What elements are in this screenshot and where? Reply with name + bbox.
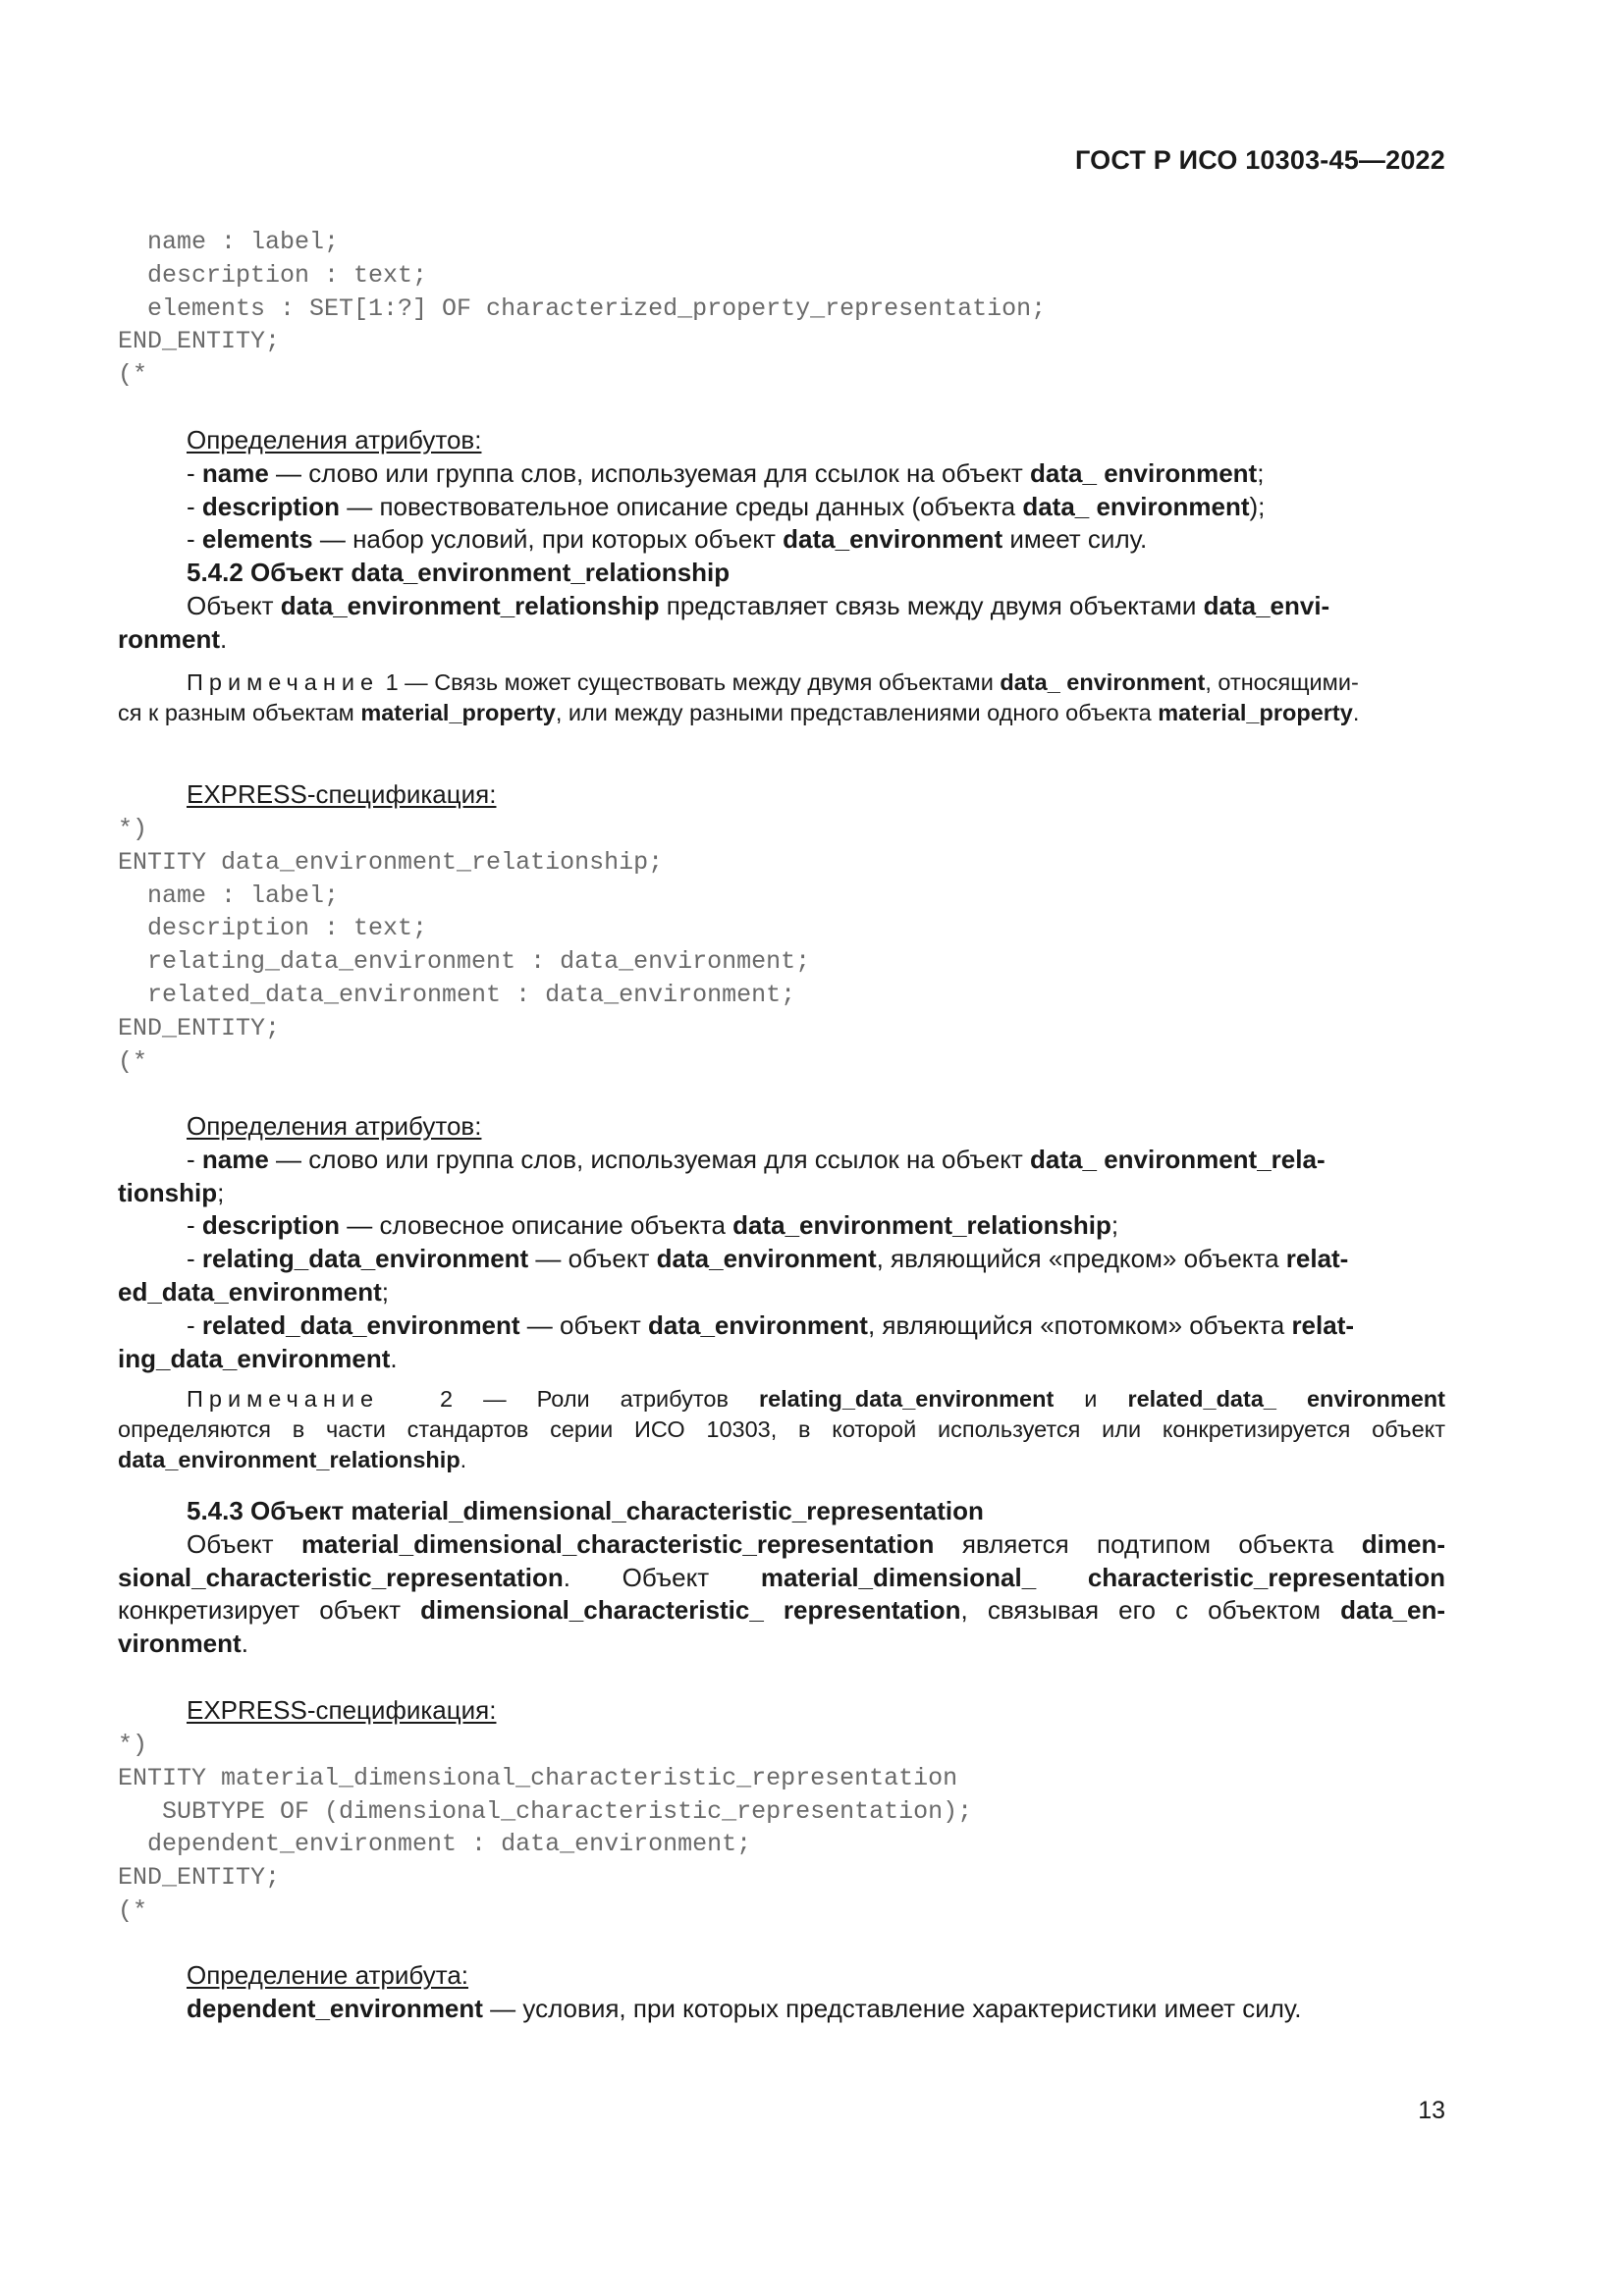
document-header: ГОСТ Р ИСО 10303-45—2022: [1075, 145, 1445, 175]
code-line: description : text;: [118, 914, 428, 943]
note-2: Примечание 2 — Роли атрибутов relating_data_environment и related_data_ environment определяются в части стандартов серии ИСО 10303, в которой используется или конкретизируется объект data_environment_relationship.: [118, 1386, 1445, 1472]
attr-related-def: - related_data_environment — объект data_environment, являющийся «потомком» объекта relat-: [187, 1309, 1355, 1340]
section-543: 5.4.3 Объект material_dimensional_characteristic_representation Объект material_dimensional_characteristic_representation является подтипом объекта dimen- sional_characteristic_representation. Объект material_dimensional_ characteristic_representation конкретизирует объект dimensional_characteristic_ representation, связывая его с объектом data_en- vironment.: [118, 1496, 1445, 1659]
attr-description-def: - description — словесное описание объекта data_environment_relationship;: [187, 1210, 1119, 1241]
code-line: *): [118, 815, 148, 843]
express-code-block-2: [118, 813, 1445, 1078]
code-line: (*: [118, 1046, 148, 1076]
attr-name-def: - name — слово или группа слов, используемая для ссылок на объект data_ environment;: [187, 457, 1265, 488]
page-number: 13: [1418, 2097, 1445, 2124]
section-heading-543: 5.4.3 Объект material_dimensional_characteristic_representation: [187, 1496, 984, 1525]
code-line: elements : SET[1:?] OF characterized_property_representation;: [118, 294, 1047, 323]
attribute-definitions-2: Определения атрибутов: - name — слово или группа слов, используемая для ссылок на объект data_ environment_rela- tionship; - description — словесное описание объекта data_environment_relationship; - relating_data_environment — объект data_environment, являющийся «предком» объекта relat- ed_data_environment; - related_data_environment — объект data_environment, являющийся «потомком» объекта relat- ing_data_environment.: [118, 1110, 1445, 1375]
attr-definition-title: Определение атрибута:: [187, 1960, 469, 1990]
attr-definitions-title: Определения атрибутов:: [187, 1111, 482, 1141]
code-line: description : text;: [118, 260, 428, 290]
section-542-paragraph: Объект data_environment_relationship представляет связь между двумя объектами data_envi-: [187, 590, 1330, 620]
attr-description-def: - description — повествовательное описание среды данных (объекта data_ environment);: [187, 491, 1266, 521]
code-line: *): [118, 1731, 148, 1759]
code-line: END_ENTITY;: [118, 327, 281, 356]
attribute-definitions-1: [118, 424, 1445, 657]
express-spec-title-1: EXPRESS-спецификация:: [187, 779, 497, 809]
code-line: name : label;: [118, 228, 340, 256]
code-line: relating_data_environment : data_environment;: [118, 947, 811, 977]
code-line: END_ENTITY;: [118, 1863, 281, 1893]
code-line: END_ENTITY;: [118, 1013, 281, 1042]
code-line: related_data_environment : data_environment;: [118, 980, 796, 1009]
express-spec-title-2: EXPRESS-спецификация:: [187, 1695, 497, 1725]
code-line: (*: [118, 360, 148, 390]
express-code-block-1: [118, 226, 1445, 392]
attr-relating-def: - relating_data_environment — объект data_environment, являющийся «предком» объекта relat-: [187, 1244, 1349, 1274]
section-heading-542: 5.4.2 Объект data_environment_relationship: [187, 558, 731, 588]
attr-definitions-title: Определения атрибутов:: [187, 425, 482, 454]
express-code-block-3: [118, 1729, 1445, 1928]
code-line: ENTITY material_dimensional_characteristic_representation: [118, 1763, 958, 1792]
code-line: SUBTYPE OF (dimensional_characteristic_representation);: [118, 1796, 973, 1826]
attr-dependent-environment-def: dependent_environment — условия, при которых представление характеристики имеет силу.: [187, 1993, 1302, 2023]
attribute-definition-3: [118, 1959, 1445, 2026]
code-line: dependent_environment : data_environment;: [118, 1830, 752, 1859]
note-1: Примечание 1 — Связь может существовать между двумя объектами data_ environment, относящими- ся к разным объектам material_property, или между разными представлениями одного объекта material_property.: [118, 669, 1360, 725]
code-line: ENTITY data_environment_relationship;: [118, 847, 664, 877]
code-line: (*: [118, 1896, 148, 1925]
attr-name-def: - name — слово или группа слов, используемая для ссылок на объект data_ environment_rela-: [187, 1144, 1326, 1174]
section-542-paragraph-cont: ronment.: [118, 623, 228, 654]
code-line: name : label;: [118, 881, 340, 910]
attr-elements-def: - elements — набор условий, при которых объект data_environment имеет силу.: [187, 524, 1148, 555]
